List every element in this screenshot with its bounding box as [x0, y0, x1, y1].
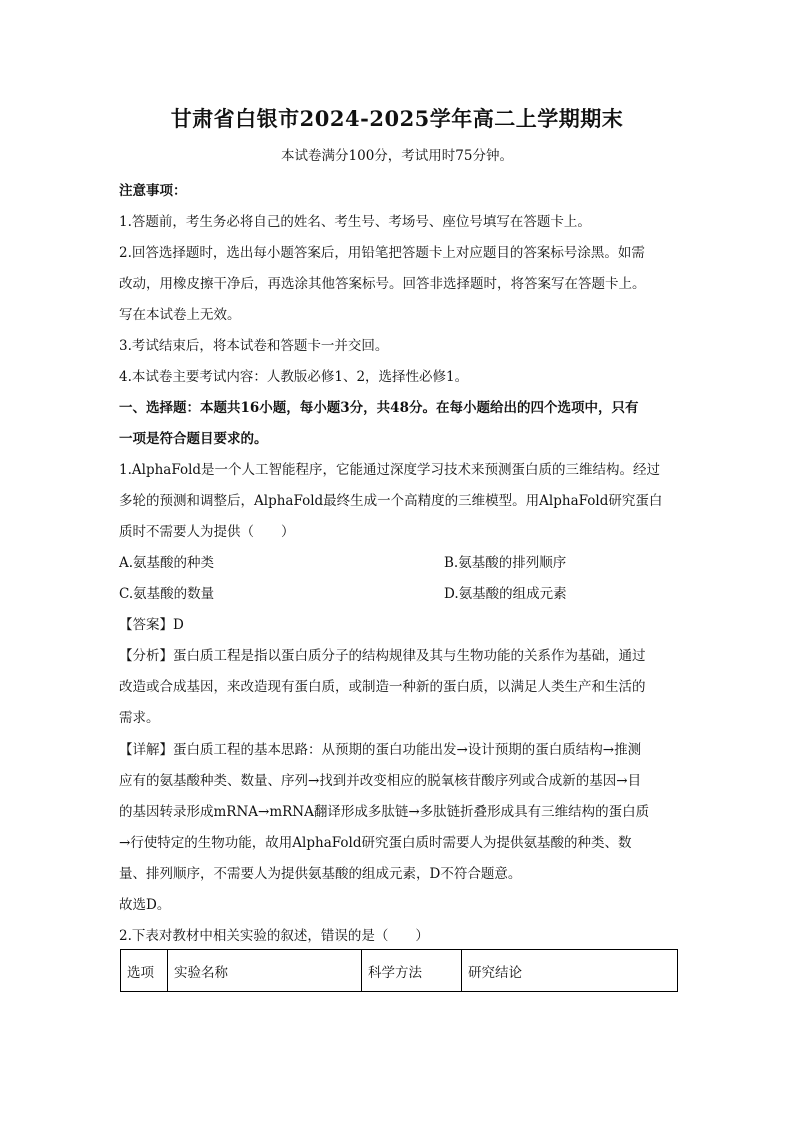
analysis-line: 需求。 — [119, 710, 160, 726]
table-header-cell: 实验名称 — [168, 950, 362, 992]
notes-line: 写在本试卷上无效。 — [119, 307, 241, 323]
question-stem: 质时不需要人为提供（ ） — [119, 524, 295, 540]
question-stem: 1.AlphaFold是一个人工智能程序，它能通过深度学习技术来预测蛋白质的三维结构。经过 — [119, 462, 661, 478]
option-a: A.氨基酸的种类 — [119, 555, 215, 571]
exam-subtitle: 本试卷满分100分，考试用时75分钟。 — [281, 148, 513, 164]
notes-line: 4.本试卷主要考试内容：人教版必修1、2，选择性必修1。 — [119, 369, 469, 385]
experiment-table — [120, 949, 678, 992]
answer-line: 【答案】D — [119, 617, 184, 633]
detail-line: 量、排列顺序，不需要人为提供氨基酸的组成元素，D不符合题意。 — [119, 866, 522, 882]
option-d: D.氨基酸的组成元素 — [444, 586, 567, 602]
table-header-cell: 选项 — [121, 950, 168, 992]
analysis-line: 改造或合成基因，来改造现有蛋白质，或制造一种新的蛋白质，以满足人类生产和生活的 — [119, 679, 646, 695]
section-heading: 一、选择题：本题共16小题，每小题3分，共48分。在每小题给出的四个选项中，只有 — [119, 400, 639, 416]
table-header-row — [121, 950, 678, 992]
table-header-cell: 科学方法 — [362, 950, 462, 992]
detail-line: 【详解】蛋白质工程的基本思路：从预期的蛋白功能出发→设计预期的蛋白质结构→推测 — [119, 742, 642, 758]
detail-line: 的基因转录形成mRNA→mRNA翻译形成多肽链→多肽链折叠形成具有三维结构的蛋白质 — [119, 804, 650, 820]
conclusion-line: 故选D。 — [119, 897, 171, 913]
exam-title: 甘肃省白银市2024-2025学年高二上学期期末 — [170, 106, 624, 131]
detail-line: →行使特定的生物功能，故用AlphaFold研究蛋白质时需要人为提供氨基酸的种类、数 — [119, 835, 632, 851]
section-heading: 一项是符合题目要求的。 — [119, 431, 268, 447]
notes-line: 1.答题前，考生务必将自己的姓名、考生号、考场号、座位号填写在答题卡上。 — [119, 214, 591, 230]
option-b: B.氨基酸的排列顺序 — [444, 555, 567, 571]
detail-line: 应有的氨基酸种类、数量、序列→找到并改变相应的脱氧核苷酸序列或合成新的基因→目 — [119, 773, 642, 789]
question-stem: 多轮的预测和调整后，AlphaFold最终生成一个高精度的三维模型。用AlphaFold研究蛋白 — [119, 493, 663, 509]
table-header-cell: 研究结论 — [462, 950, 678, 992]
analysis-line: 【分析】蛋白质工程是指以蛋白质分子的结构规律及其与生物功能的关系作为基础，通过 — [119, 648, 646, 664]
notes-line: 3.考试结束后，将本试卷和答题卡一并交回。 — [119, 338, 389, 354]
notes-heading: 注意事项： — [119, 183, 187, 199]
notes-line: 改动，用橡皮擦干净后，再选涂其他答案标号。回答非选择题时，将答案写在答题卡上。 — [119, 276, 646, 292]
option-c: C.氨基酸的数量 — [119, 586, 215, 602]
question-stem: 2.下表对教材中相关实验的叙述，错误的是（ ） — [119, 928, 429, 944]
notes-line: 2.回答选择题时，选出每小题答案后，用铅笔把答题卡上对应题目的答案标号涂黑。如需 — [119, 245, 645, 261]
